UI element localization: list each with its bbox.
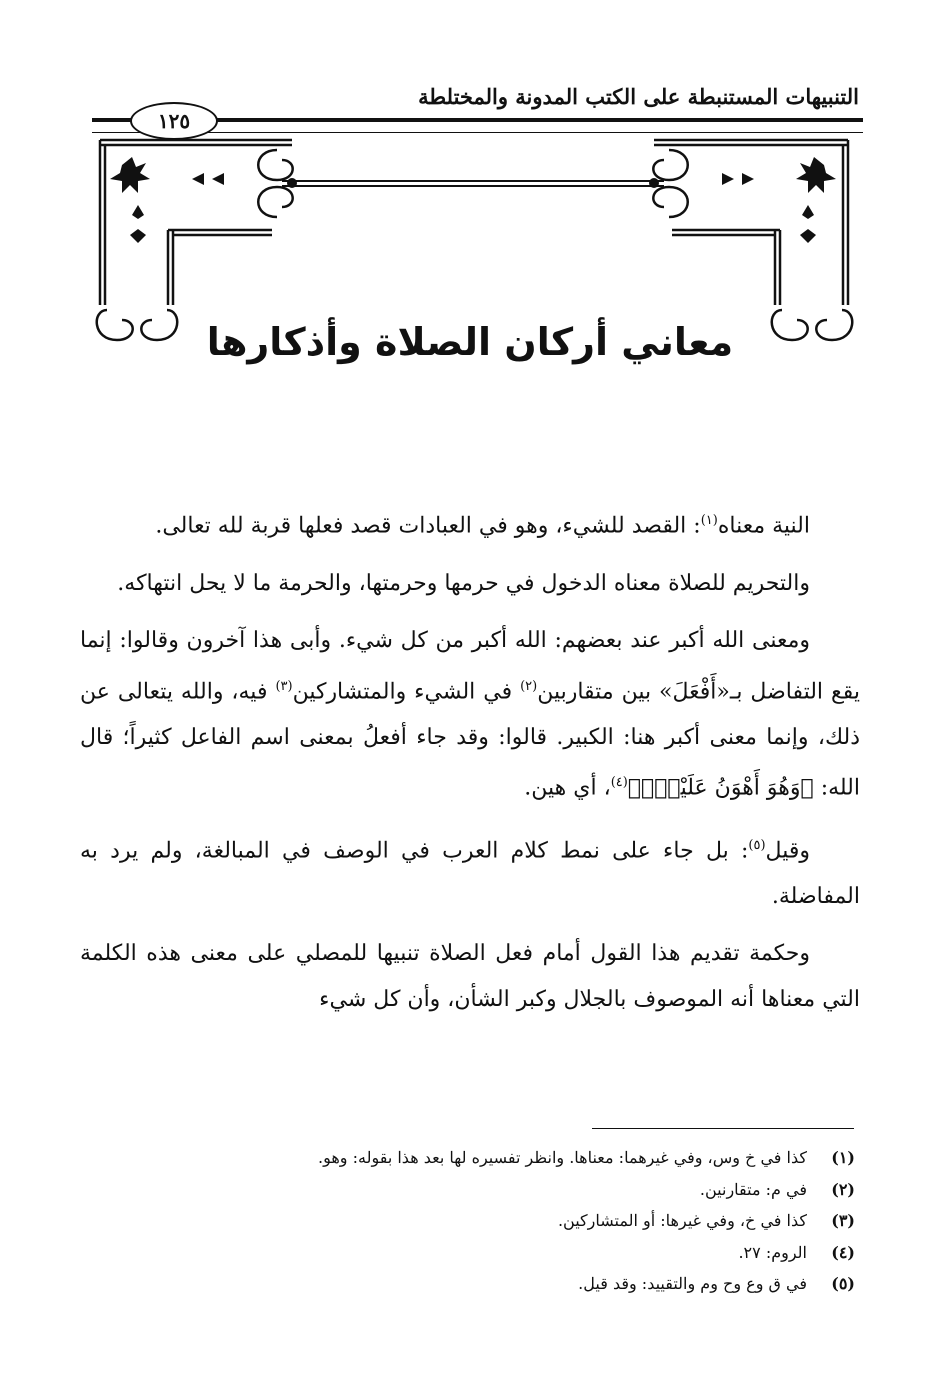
paragraph-text: وحكمة تقديم هذا القول أمام فعل الصلاة تنبيها للمصلي على معنى هذه الكلمة التي معناها أنه الموصوف بالجلال وكبر الشأن، وأن كل شيء xyxy=(80,941,860,1012)
footnote-text: الروم: ٢٧. xyxy=(738,1242,807,1262)
paragraph-text: ، أي هين. xyxy=(524,775,611,801)
footnote-number: (٢) xyxy=(831,1179,855,1199)
body-text xyxy=(80,498,860,1034)
footnote-marker: (٣) xyxy=(275,678,293,694)
footnote-number: (٥) xyxy=(831,1274,855,1293)
paragraph-text: في الشيء والمتشاركين xyxy=(292,679,521,705)
paragraph-text: : بل جاء على نمط كلام العرب في الوصف في المبالغة، ولم يرد به المفاضلة. xyxy=(80,838,860,909)
footnotes xyxy=(100,1142,855,1300)
running-title: التنبيهات المستنبطة على الكتب المدونة والمختلطة xyxy=(418,84,859,109)
footnote-number: (٤) xyxy=(831,1242,855,1262)
footnote-marker: (٤) xyxy=(610,775,628,791)
chapter-title: معاني أركان الصلاة وأذكارها xyxy=(206,320,734,364)
paragraph xyxy=(80,823,860,919)
footnote-text: كذا في خ، وفي غيرها: أو المتشاركين. xyxy=(557,1211,807,1230)
footnote-text: كذا في خ وس، وفي غيرهما: معناها. وانظر تفسيره لها بعد هذا بقوله: وهو. xyxy=(318,1148,807,1167)
footnote xyxy=(100,1268,855,1300)
footnote-text: في ق وع وح وم والتقييد: وقد قيل. xyxy=(578,1274,807,1293)
footnote xyxy=(100,1237,855,1269)
paragraph-text: فيه، والله يتعالى عن ذلك، وإنما معنى أكبر هنا: الكبير. قالوا: وقد جاء أفعلُ بمعنى اسم الفاعل كثيراً؛ قال الله: ﴿وَهُوَ أَهْوَنُ عَلَيْهِۚ﴾ xyxy=(80,679,860,801)
paragraph xyxy=(80,931,860,1022)
footnote xyxy=(100,1174,855,1206)
paragraph-text: والتحريم للصلاة معناه الدخول في حرمها وحرمتها، والحرمة ما لا يحل انتهاكه. xyxy=(117,570,810,596)
footnote-marker: (٢) xyxy=(520,678,538,694)
paragraph xyxy=(80,561,860,607)
footnote-number: (١) xyxy=(831,1148,855,1167)
paragraph-text: ومعنى الله أكبر عند بعضهم: الله أكبر من كل شيء. وأبى هذا آخرون وقالوا: إنما يقع التفاضل بـ«أَفْعَلَ» بين متقاربين xyxy=(80,628,860,705)
footnote-marker: (١) xyxy=(700,513,718,528)
footnote-rule xyxy=(592,1128,854,1129)
page-number: ١٢٥ xyxy=(130,102,218,140)
footnote-marker: (٥) xyxy=(748,837,766,853)
paragraph-text: : القصد للشيء، وهو في العبادات قصد فعلها قربة لله تعالى. xyxy=(155,513,701,539)
footnote-number: (٣) xyxy=(831,1211,855,1230)
paragraph-text: وقيل xyxy=(765,838,810,864)
footnote-text: في م: متقارنين. xyxy=(699,1179,807,1199)
paragraph xyxy=(80,498,860,549)
footnote xyxy=(100,1142,855,1174)
footnote xyxy=(100,1205,855,1237)
paragraph xyxy=(80,618,860,811)
paragraph-text: النية معناه xyxy=(717,513,810,539)
